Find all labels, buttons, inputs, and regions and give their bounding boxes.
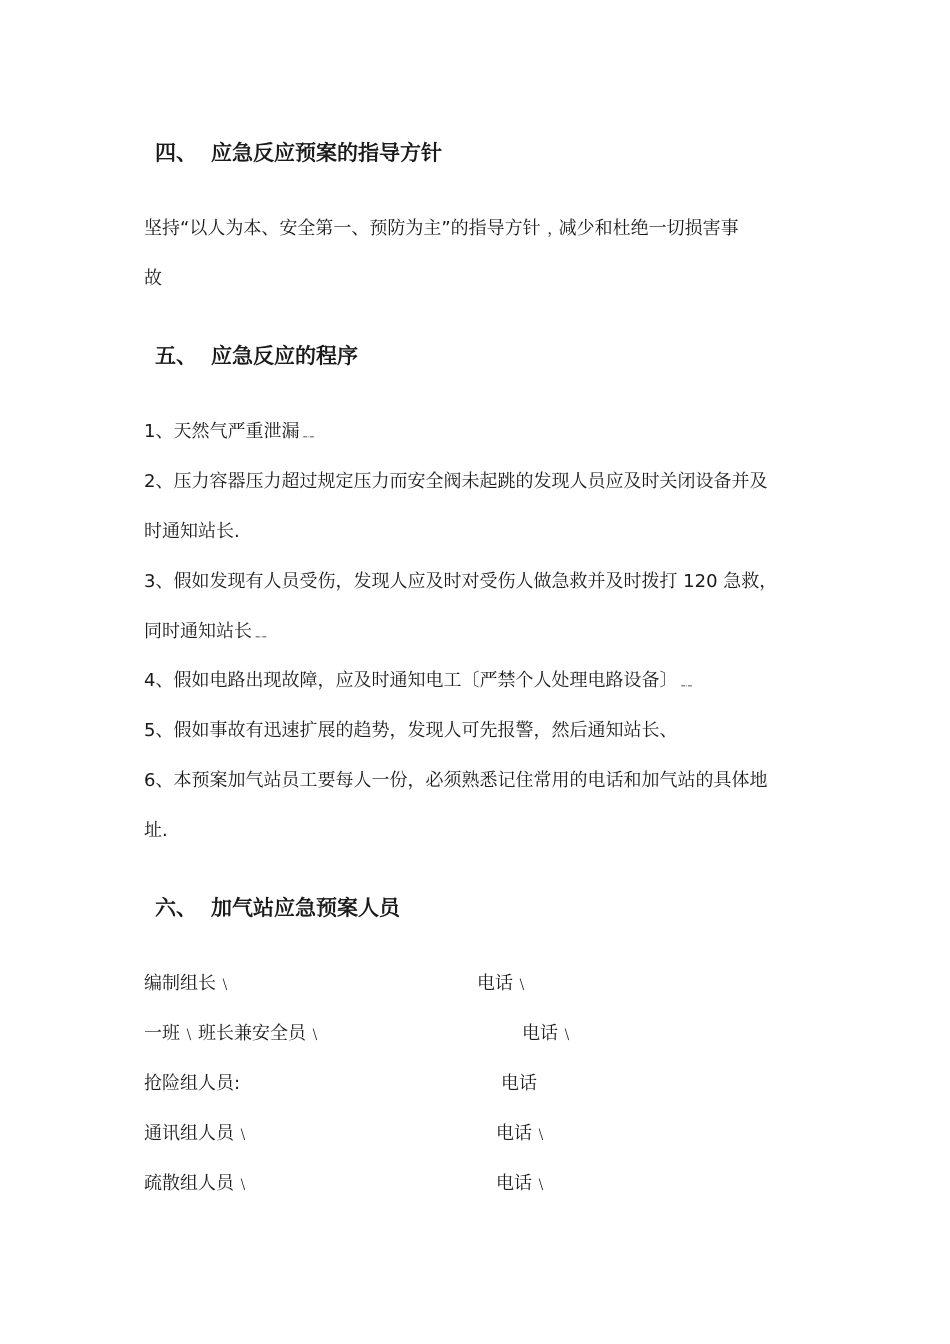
section-heading-4 xyxy=(155,137,442,167)
personnel-role-label: 抢险组人员: xyxy=(144,1073,241,1094)
procedure-item-3: 3、假如发现有人员受伤，发现人应及时对受伤人做急救并及时拨打 120 急救， xyxy=(144,571,778,592)
section-heading-6 xyxy=(155,892,400,922)
personnel-role-label: 通讯组人员﹨ xyxy=(144,1123,252,1144)
procedure-item-6-cont: 址. xyxy=(144,820,168,841)
personnel-phone-label: 电话﹨ xyxy=(496,1123,550,1144)
procedure-item-3-cont: 同时通知站长﹎ xyxy=(144,621,270,642)
personnel-role-label: 编制组长﹨ xyxy=(144,973,234,994)
paragraph-line: 坚持“以人为本、安全第一、预防为主”的指导方针﹐减少和杜绝一切损害事 xyxy=(144,218,739,239)
procedure-item-6: 6、本预案加气站员工要每人一份，必须熟悉记住常用的电话和加气站的具体地 xyxy=(144,770,768,791)
personnel-phone-label: 电话﹨ xyxy=(522,1023,576,1044)
procedure-item-1: 1、天然气严重泄漏﹎ xyxy=(144,421,318,442)
section-number: 五、 xyxy=(155,344,197,368)
procedure-item-4: 4、假如电路出现故障，应及时通知电工〔严禁个人处理电路设备〕﹎ xyxy=(144,670,696,691)
section-title: 应急反应的程序 xyxy=(211,344,358,368)
personnel-role-label: 一班﹨班长兼安全员﹨ xyxy=(144,1023,324,1044)
section-title: 应急反应预案的指导方针 xyxy=(211,141,442,165)
paragraph-line: 故 xyxy=(144,268,162,289)
personnel-phone-label: 电话﹨ xyxy=(477,973,531,994)
section-title: 加气站应急预案人员 xyxy=(211,896,400,920)
personnel-phone-label: 电话﹨ xyxy=(496,1173,550,1194)
personnel-phone-label: 电话 xyxy=(501,1073,537,1094)
procedure-item-5: 5、假如事故有迅速扩展的趋势，发现人可先报警，然后通知站长、 xyxy=(144,720,678,741)
procedure-item-2-cont: 时通知站长. xyxy=(144,521,240,542)
procedure-item-2: 2、压力容器压力超过规定压力而安全阀未起跳的发现人员应及时关闭设备并及 xyxy=(144,471,768,492)
section-number: 四、 xyxy=(155,141,197,165)
personnel-role-label: 疏散组人员﹨ xyxy=(144,1173,252,1194)
section-heading-5 xyxy=(155,340,358,370)
section-number: 六、 xyxy=(155,896,197,920)
